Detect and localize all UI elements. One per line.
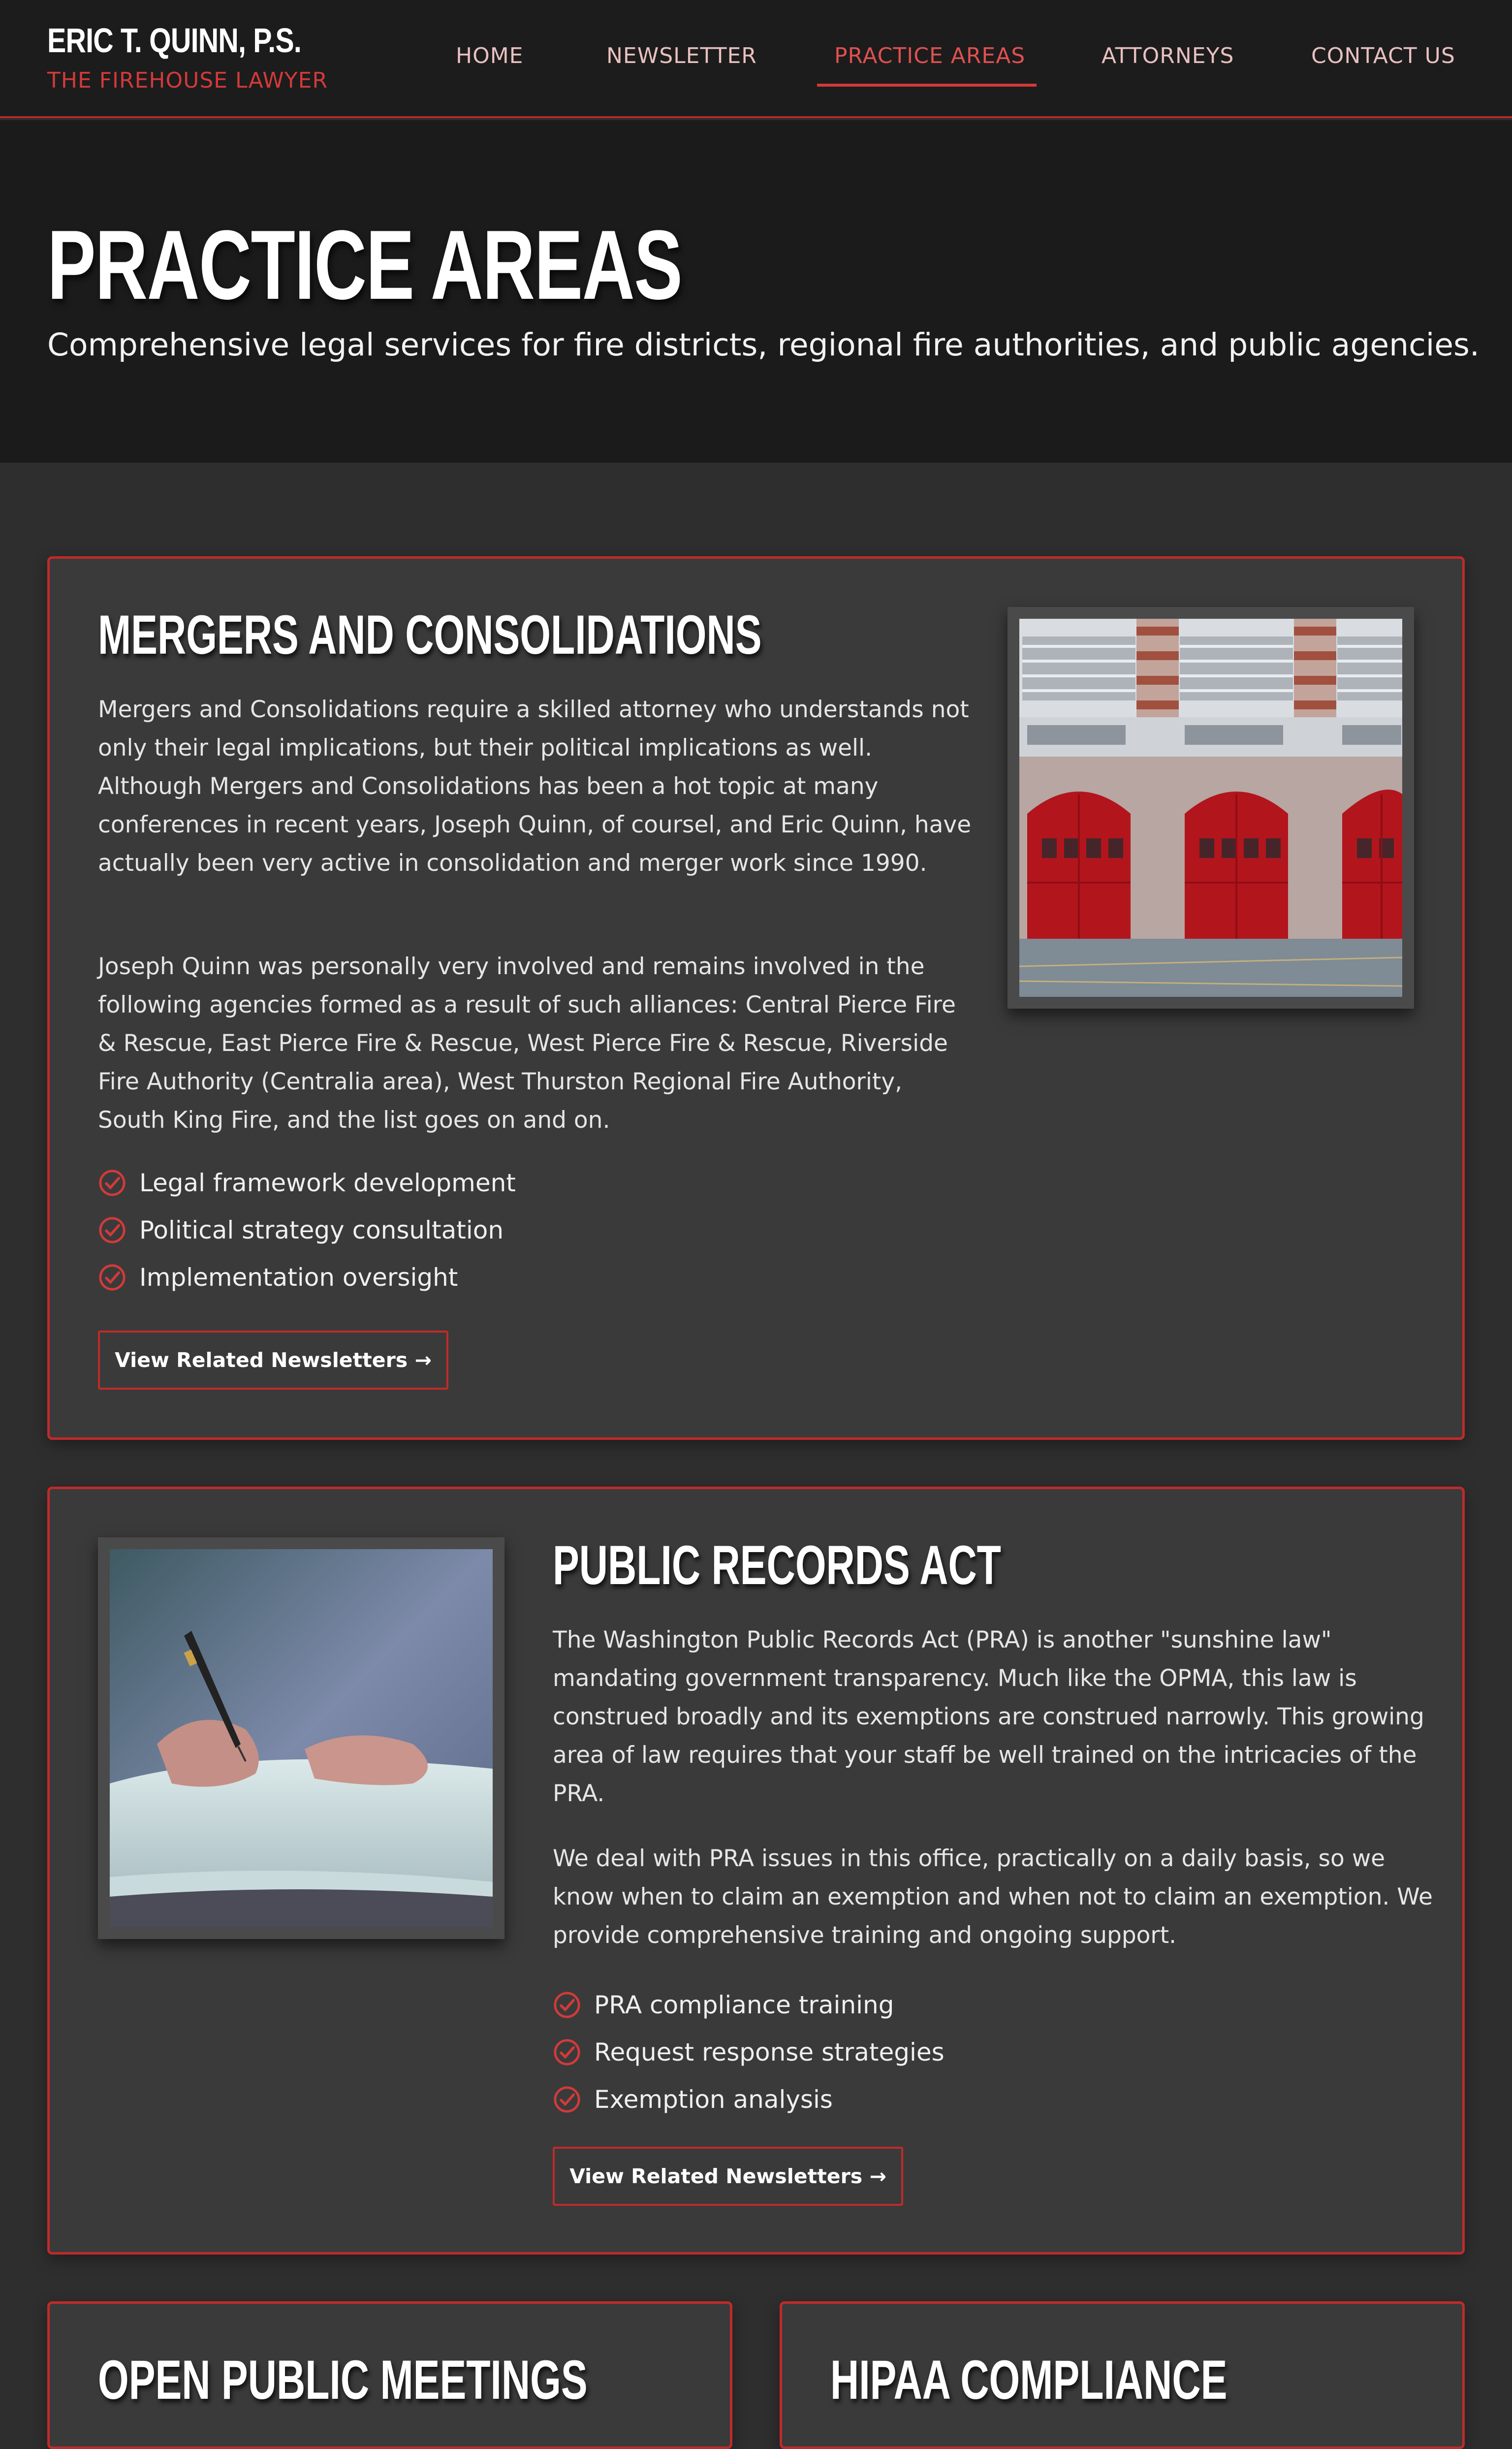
feature-label: Exemption analysis [594,2085,833,2114]
site-header [0,0,1512,118]
practice-card-open-public-meetings [47,2301,732,2449]
feature-label: Implementation oversight [139,1263,458,1292]
signing-document-image [98,1537,504,1939]
hero-section [0,120,1512,463]
list-item [98,1159,516,1207]
active-nav-indicator [817,84,1037,87]
feature-label: Legal framework development [139,1169,516,1197]
list-item [553,2076,945,2123]
nav-newsletter[interactable]: NEWSLETTER [606,43,757,68]
nav-contact-us[interactable]: CONTACT US [1311,43,1455,68]
card-paragraph: Mergers and Consolidations require a skilled attorney who understands not only their legal implications, but their political implications as well. Although Mergers and Consolidations has been a hot topic at many conferences in recent years, Joseph Quinn, of coursel, and Eric Quinn, have actually been very active in consolidation and merger work since 1990. [98,696,972,877]
list-item [553,1981,945,2029]
nav-practice-areas[interactable]: PRACTICE AREAS [834,43,1026,68]
card-paragraph: Joseph Quinn was personally very involved and remains involved in the following agencies formed as a result of such alliances: Central Pierce Fire & Rescue, East Pierce Fire & Rescue, West Pierce Fire & Rescue, Riverside Fire Authority (Centralia area), West Thurston Regional Fire Authority, South King Fire, and the list goes on and on. [98,953,956,1134]
check-circle-icon [553,1991,581,2019]
brand-tagline: THE FIREHOUSE LAWYER [47,68,328,93]
list-item [98,1254,516,1301]
card-title: PUBLIC RECORDS ACT [553,1534,1001,1596]
feature-label: PRA compliance training [594,1991,894,2019]
feature-list [98,1159,516,1301]
feature-list [553,1981,945,2123]
card-title: OPEN PUBLIC MEETINGS [98,2349,588,2411]
card-paragraph: We deal with PRA issues in this office, practically on a daily basis, so we know when to claim an exemption and when not to claim an exemption. We provide comprehensive training and ongoing support. [553,1845,1433,1949]
card-title: HIPAA COMPLIANCE [830,2349,1228,2411]
practice-card-mergers [47,556,1465,1440]
view-related-newsletters-button[interactable]: View Related Newsletters → [98,1331,448,1390]
feature-label: Request response strategies [594,2038,945,2067]
check-circle-icon [98,1263,126,1292]
list-item [98,1207,516,1254]
page-subtitle: Comprehensive legal services for fire districts, regional fire authorities, and public agencies. [47,327,1480,363]
brand-name[interactable]: ERIC T. QUINN, P.S. [47,21,302,60]
card-title: MERGERS AND CONSOLIDATIONS [98,604,762,666]
list-item [553,2029,945,2076]
view-related-newsletters-button[interactable]: View Related Newsletters → [553,2147,903,2206]
check-circle-icon [553,2038,581,2067]
check-circle-icon [98,1169,126,1197]
feature-label: Political strategy consultation [139,1216,504,1244]
nav-attorneys[interactable]: ATTORNEYS [1102,43,1234,68]
check-circle-icon [98,1216,126,1244]
card-paragraph: The Washington Public Records Act (PRA) is another "sunshine law" mandating government transparency. Much like the OPMA, this law is construed broadly and its exemptions are construed narrowly. This growing area of law requires that your staff be well trained on the intricacies of the PRA. [553,1626,1424,1807]
page-title: PRACTICE AREAS [47,210,682,320]
check-circle-icon [553,2085,581,2114]
fire-station-image [1008,607,1414,1009]
practice-card-public-records [47,1487,1465,2255]
nav-home[interactable]: HOME [456,43,524,68]
practice-card-hipaa-compliance [780,2301,1465,2449]
